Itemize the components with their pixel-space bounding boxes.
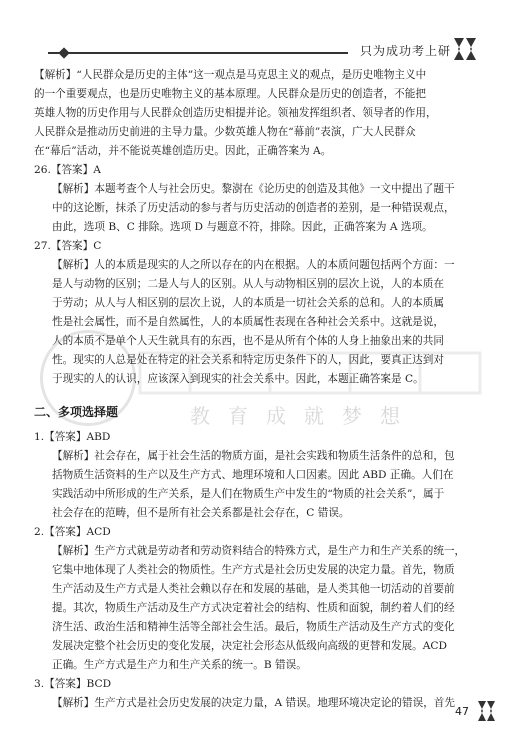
- text-line: 【解析】人的本质是现实的人之所以存在的内在根据。人的本质问题包括两个方面：一: [52, 259, 455, 271]
- answer-label: 27.【答案】C: [34, 240, 102, 252]
- text-line: 由此，选项 B、C 排除。选项 D 与题意不符，排除。因此，正确答案为 A 选项。: [52, 221, 433, 233]
- question-27: [34, 237, 494, 389]
- text-line: 性。现实的人总是处在特定的社会关系和特定历史条件下的人，因此，要真正达到对: [52, 354, 444, 366]
- text-line: 中的这论断，抹杀了历史活动的参与者与历史活动的创造者的差别，是一种错误观点，: [52, 202, 455, 214]
- text-line: 【解析】生产方式就是劳动者和劳动资料结合的特殊方式，是生产力和生产关系的统一，: [52, 545, 466, 557]
- text-line: 发展决定整个社会历史的变化发展，决定社会形态从低级向高级的更替和发展。ACD: [52, 640, 448, 652]
- page-header: [0, 0, 524, 62]
- question-m1: [34, 428, 494, 523]
- text-line: 人的本质不是单个人天生就具有的东西，也不是从所有个体的人身上抽象出来的共同: [52, 335, 444, 347]
- text-line: 生产活动及生产方式是人类社会赖以存在和发展的基础，是人类其他一切活动的首要前: [52, 583, 455, 595]
- series-title: 只为成功考上研: [360, 44, 452, 58]
- text-line: 在“幕后”活动，并不能说英雄创造历史。因此，正确答案为 A。: [34, 145, 332, 157]
- question-m3: [34, 675, 494, 713]
- answer-content: [34, 66, 494, 713]
- double-chevron-icon: [452, 38, 482, 60]
- text-line: 【解析】本题考查个人与社会历史。黎澍在《论历史的创造及其他》一文中提出了题干: [52, 183, 455, 195]
- text-line: 于现实的人的认识，应该深入到现实的社会关系中。因此，本题正确答案是 C。: [52, 373, 424, 385]
- text-line: 于劳动；从人与人相区别的层次上说，人的本质是一切社会关系的总和。人的本质属: [52, 297, 444, 309]
- text-line: 【解析】社会存在，属于社会生活的物质方面，是社会实践和物质生活条件的总和，包: [52, 450, 455, 462]
- text-line: 它集中地体现了人类社会的物质性。生产方式是社会历史发展的决定力量。首先，物质: [52, 564, 455, 576]
- answer-label: 3.【答案】BCD: [34, 678, 112, 690]
- text-line: 【解析】“人民群众是历史的主体”这一观点是马克思主义的观点，是历史唯物主义中: [34, 69, 427, 81]
- text-line: 括物质生活资料的生产以及生产方式、地理环境和人口因素。因此 ABD 正确。人们在: [52, 469, 454, 481]
- header-diamond-icon: [58, 47, 69, 58]
- text-line: 人民群众是推动历史前进的主导力量。少数英雄人物在“幕前”表演，广大人民群众: [34, 126, 416, 138]
- watermark-subtitle: 教育成就梦想: [190, 404, 418, 428]
- header-rule: [48, 52, 348, 54]
- answer-label: 2.【答案】ACD: [34, 526, 111, 538]
- question-m2: [34, 523, 494, 675]
- text-line: 的一个重要观点，也是历史唯物主义的基本原理。人民群众是历史的创造者，不能把: [34, 88, 426, 100]
- text-line: 是人与动物的区别；二是人与人的区别。从人与动物相区别的层次上说，人的本质在: [52, 278, 444, 290]
- page-chevron-icon: [476, 701, 498, 721]
- answer-label: 1.【答案】ABD: [34, 431, 111, 443]
- answer-label: 26.【答案】A: [34, 164, 101, 176]
- page-number: 47: [455, 705, 469, 718]
- text-line: 社会存在的范畴，但不是所有社会关系都是社会存在，C 错误。: [52, 507, 350, 519]
- text-line: 正确。生产方式是生产力和生产关系的统一。B 错误。: [52, 659, 307, 671]
- text-line: 英雄人物的历史作用与人民群众创造历史相提并论。领袖发挥组织者、领导者的作用，: [34, 107, 437, 119]
- text-line: 实践活动中所形成的生产关系，是人们在物质生产中发生的“物质的社会关系”，属于: [52, 488, 445, 500]
- section-title: 二、多项选择题: [34, 405, 119, 419]
- text-line: 【解析】生产方式是社会历史发展的决定力量，A 错误。地理环境决定论的错误，首先: [52, 697, 455, 709]
- intro-analysis: [34, 66, 494, 161]
- question-26: [34, 161, 494, 237]
- text-line: 性是社会属性，而不是自然属性，人的本质属性表现在各种社会关系中。这就是说，: [52, 316, 444, 328]
- text-line: 提。其次，物质生产活动及生产方式决定着社会的结构、性质和面貌，制约着人们的经: [52, 602, 455, 614]
- text-line: 济生活、政治生活和精神生活等全部社会生活。最后，物质生产活动及生产方式的变化: [52, 621, 455, 633]
